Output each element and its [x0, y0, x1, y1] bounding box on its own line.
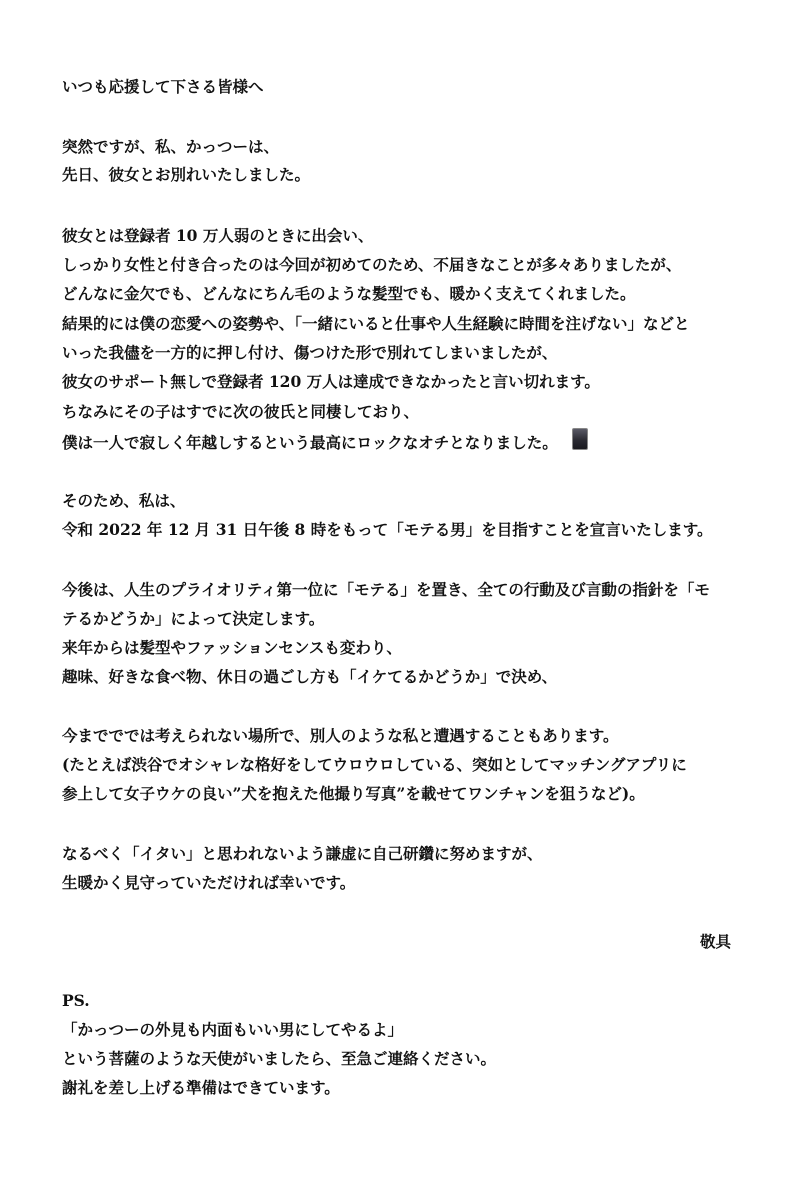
paragraph-line: 参上して女子ウケの良い”犬を抱えた他撮り写真”を載せてワンチャンを狙うなど)。 [62, 784, 645, 803]
paragraph-line: 彼女とは登録者 10 万人弱のときに出会い、 [62, 226, 374, 245]
paragraph-line: 突然ですが、私、かっつーは、 [62, 137, 280, 156]
greeting: いつも応援して下さる皆様へ [62, 77, 264, 96]
paragraph-line: どんなに金欠でも、どんなにちん毛のような髪型でも、暖かく支えてくれました。 [62, 284, 636, 303]
paragraph-line: 今後は、人生のプライオリティ第一位に「モテる」を置き、全ての行動及び言動の指針を「モ [62, 580, 710, 599]
paragraph-line: テるかどうか」によって決定します。 [62, 609, 325, 628]
ps-line: という菩薩のような天使がいましたら、至急ご連絡ください。 [62, 1049, 497, 1068]
paragraph-line: そのため、私は、 [62, 491, 186, 510]
paragraph-line: 今までででは考えられない場所で、別人のような私と遭遇することもあります。 [62, 726, 619, 745]
ps-line: 謝礼を差し上げる準備はできています。 [62, 1078, 340, 1097]
paragraph-line-with-emoji [62, 430, 588, 458]
paragraph-line: いった我儘を一方的に押し付け、傷つけた形で別れてしまいましたが、 [62, 343, 558, 362]
paragraph-line: なるべく「イタい」と思われないよう謙虚に自己研鑽に努めますが、 [62, 844, 543, 863]
closing-signoff: 敬具 [699, 932, 731, 951]
paragraph-line: 彼女のサポート無しで登録者 120 万人は達成できなかったと言い切れます。 [62, 372, 600, 391]
paragraph-line: 結果的には僕の恋愛への姿勢や、「一緒にいると仕事や人生経験に時間を注げない」などと [62, 314, 690, 333]
ps-label: PS. [62, 991, 90, 1010]
paragraph-line: しっかり女性と付き合ったのは今回が初めてのため、不届きなことが多々ありましたが、 [62, 255, 682, 274]
rock-emoji-image [572, 428, 588, 450]
paragraph-line: (たとえば渋谷でオシャレな格好をしてウロウロしている、突如としてマッチングアプリに [62, 755, 687, 774]
paragraph-line: 令和 2022 年 12 月 31 日午後 8 時をもって「モテる男」を目指すことを宣言いたします。 [62, 520, 713, 539]
paragraph-line-text: 僕は一人で寂しく年越しするという最高にロックなオチとなりました。 [62, 433, 558, 452]
paragraph-line: 来年からは髪型やファッションセンスも変わり、 [62, 638, 402, 657]
ps-line: 「かっつーの外見も内面もいい男にしてやるよ」 [62, 1020, 404, 1039]
rock-emoji-icon [572, 430, 588, 458]
paragraph-line: 生暖かく見守っていただければ幸いです。 [62, 873, 356, 892]
paragraph-line: 趣味、好きな食べ物、休日の過ごし方も「イケてるかどうか」で決め、 [62, 667, 558, 686]
paragraph-line: 先日、彼女とお別れいたしました。 [62, 165, 311, 184]
paragraph-line: ちなみにその子はすでに次の彼氏と同棲しており、 [62, 402, 419, 421]
